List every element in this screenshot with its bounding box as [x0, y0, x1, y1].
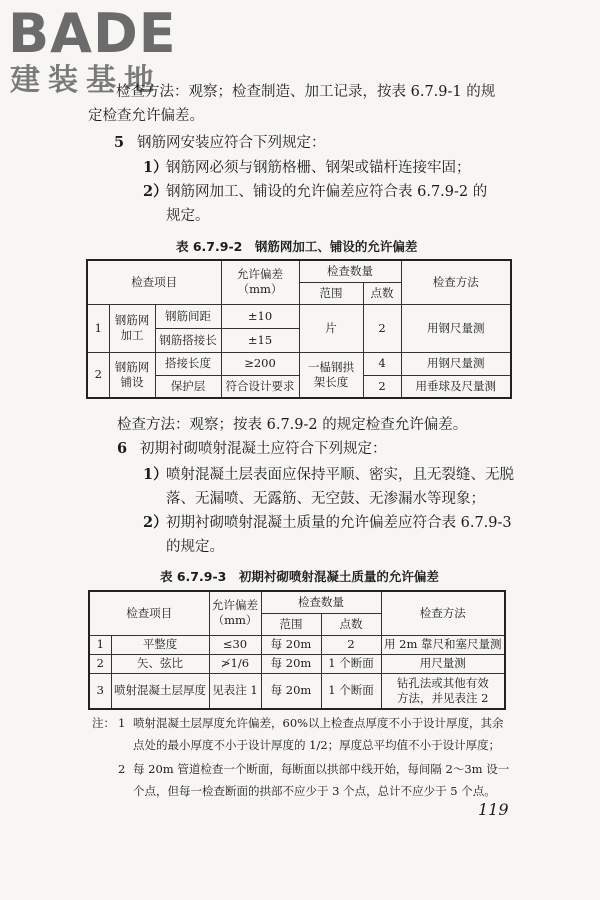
cell-points: 1 个断面: [321, 673, 381, 709]
header-allowed-deviation: [209, 591, 261, 635]
watermark-subtitle: 建装基地: [10, 63, 162, 98]
paragraph-line: 定检查允许偏差。: [88, 108, 204, 124]
header-dev-label: 允许偏差: [237, 267, 284, 282]
header-inspection-item: 检查项目: [89, 591, 209, 635]
method-line: 方法，并见表注 2: [397, 690, 489, 705]
note-text: 每 20m 管道检查一个断面，每断面以拱部中线开始，每间隔 2～3m 设一: [133, 762, 510, 776]
cell-method: 用垂球及尺量测: [401, 375, 511, 398]
header-inspection-quantity: 检查数量: [261, 591, 381, 613]
cell-item: 搭接长度: [155, 352, 221, 375]
header-unit-label: （mm）: [237, 282, 283, 297]
subitem-number: 1）: [143, 466, 168, 483]
subitem-number: 2）: [143, 514, 168, 531]
table-caption: 表 6.7.9-2 钢筋网加工、铺设的允许偏差: [176, 239, 418, 254]
watermark-brand: BADE: [8, 2, 177, 65]
table-6-7-9-2: [86, 259, 512, 399]
subitem-text: 落、无漏喷、无露筋、无空鼓、无渗漏水等现象；: [166, 491, 485, 507]
subitem-text: 喷射混凝土层表面应保持平顺、密实，且无裂缝、无脱: [166, 467, 514, 483]
cell-item: 矢、弦比: [111, 654, 209, 673]
note-text: 个点，但每一检查断面的拱部不应少于 3 个点，总计不应少于 5 个点。: [133, 784, 496, 798]
group-name: [109, 352, 155, 398]
header-inspection-quantity: 检查数量: [299, 260, 401, 282]
subitem-number: 2）: [143, 183, 168, 200]
header-inspection-method: 检查方法: [401, 260, 511, 304]
subitem-text: 钢筋网必须与钢筋格栅、钢架或锚杆连接牢固；: [166, 160, 471, 176]
page-number: 119: [478, 800, 509, 819]
subitem-text: 规定。: [166, 208, 210, 224]
cell-method: 用钢尺量测: [401, 304, 511, 352]
subitem-number: 1）: [143, 159, 168, 176]
group-name-line: 加工: [120, 328, 144, 342]
group-name-line: 铺设: [120, 374, 144, 389]
notes-label: 注：: [92, 716, 115, 730]
cell-method: 用 2m 靠尺和塞尺量测: [381, 635, 505, 654]
cell-deviation: 见表注 1: [209, 673, 261, 709]
cell-points: 2: [321, 635, 381, 654]
header-inspection-method: 检查方法: [381, 591, 505, 635]
cell-points: 2: [363, 304, 401, 352]
cell-method: [381, 673, 505, 709]
item-number: 6: [117, 440, 128, 457]
cell-range: [299, 352, 363, 398]
cell-method: 用钢尺量测: [401, 352, 511, 375]
paragraph-line: 检查方法：观察；检查制造、加工记录，按表 6.7.9-1 的规: [116, 84, 496, 100]
range-line: 架长度: [313, 374, 349, 389]
paragraph-line: 检查方法：观察；按表 6.7.9-2 的规定检查允许偏差。: [117, 417, 468, 433]
cell-deviation: ≤30: [209, 635, 261, 654]
cell-item: 钢筋搭接长: [155, 328, 221, 352]
table-6-7-9-3: [88, 590, 506, 710]
cell-points: 1 个断面: [321, 654, 381, 673]
cell-item: 平整度: [111, 635, 209, 654]
header-range: 范围: [261, 613, 321, 635]
cell-range: 每 20m: [261, 635, 321, 654]
cell-range: 片: [299, 304, 363, 352]
cell-deviation: 符合设计要求: [221, 375, 299, 398]
header-points: 点数: [321, 613, 381, 635]
subitem-text: 的规定。: [166, 539, 224, 555]
row-number: 3: [89, 673, 111, 709]
cell-points: 4: [363, 352, 401, 375]
header-points: 点数: [363, 282, 401, 304]
subitem-text: 钢筋网加工、铺设的允许偏差应符合表 6.7.9-2 的: [166, 184, 488, 200]
subitem-text: 初期衬砌喷射混凝土质量的允许偏差应符合表 6.7.9-3: [166, 515, 512, 531]
cell-deviation: ±15: [221, 328, 299, 352]
cell-deviation: ±10: [221, 304, 299, 328]
cell-item: 喷射混凝土层厚度: [111, 673, 209, 709]
header-allowed-deviation: [221, 260, 299, 304]
cell-points: 2: [363, 375, 401, 398]
row-number: 1: [89, 635, 111, 654]
range-line: 一榀钢拱: [308, 359, 355, 374]
group-name-line: 钢筋网: [114, 313, 150, 327]
header-range: 范围: [299, 282, 363, 304]
header-dev-label: 允许偏差: [212, 598, 258, 613]
method-line: 钻孔法或其他有效: [396, 675, 489, 690]
cell-deviation: ≯1/6: [209, 654, 261, 673]
note-number: 2: [118, 762, 126, 776]
row-number: 2: [87, 352, 109, 398]
group-name-line: 钢筋网: [114, 359, 150, 374]
note-number: 1: [118, 716, 126, 730]
cell-range: 每 20m: [261, 673, 321, 709]
note-text: 喷射混凝土层厚度允许偏差，60%以上检查点厚度不小于设计厚度，其余: [133, 716, 504, 730]
row-number: 2: [89, 654, 111, 673]
header-unit-label: （mm）: [212, 613, 258, 628]
row-number: 1: [87, 304, 109, 352]
item-heading: 初期衬砌喷射混凝土应符合下列规定：: [140, 441, 387, 457]
group-name: [109, 304, 155, 352]
note-text: 点处的最小厚度不小于设计厚度的 1/2；厚度总平均值不小于设计厚度；: [133, 738, 501, 752]
cell-range: 每 20m: [261, 654, 321, 673]
cell-item: 钢筋间距: [155, 304, 221, 328]
cell-method: 用尺量测: [381, 654, 505, 673]
cell-item: 保护层: [155, 375, 221, 398]
header-inspection-item: 检查项目: [87, 260, 221, 304]
item-heading: 钢筋网安装应符合下列规定：: [137, 135, 326, 151]
cell-deviation: ≥200: [221, 352, 299, 375]
item-number: 5: [114, 134, 125, 151]
table-caption: 表 6.7.9-3 初期衬砌喷射混凝土质量的允许偏差: [160, 569, 439, 584]
